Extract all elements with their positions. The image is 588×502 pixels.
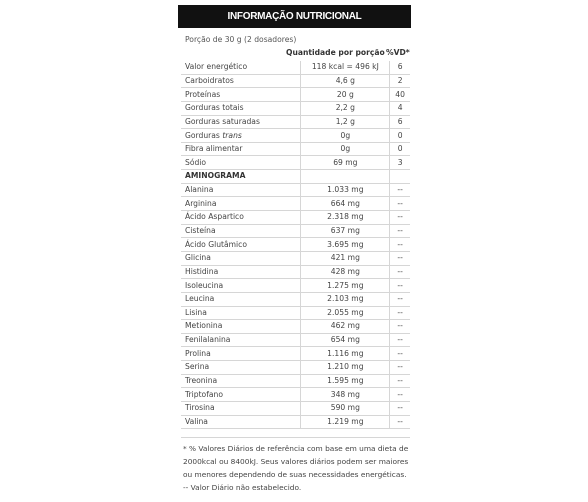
- nutrient-vd: 2: [390, 74, 410, 88]
- amino-name: Triptofano: [181, 388, 301, 402]
- aminogram-quantity-empty: [301, 170, 390, 184]
- table-row: [181, 374, 410, 388]
- nutrient-quantity: 4,6 g: [301, 74, 390, 88]
- amino-quantity: 1.210 mg: [301, 361, 390, 375]
- amino-quantity: 462 mg: [301, 320, 390, 334]
- amino-name: Serina: [181, 361, 301, 375]
- table-row: [181, 415, 410, 429]
- nutrient-quantity: 2,2 g: [301, 101, 390, 115]
- footnote-line: 2000kcal ou 8400kJ. Seus valores diários podem ser maiores: [183, 457, 409, 466]
- table-row: [181, 74, 410, 88]
- nutrient-name: Gorduras totais: [181, 101, 301, 115]
- nutrient-quantity: 69 mg: [301, 156, 390, 170]
- amino-quantity: 654 mg: [301, 333, 390, 347]
- amino-name: Ácido Glutâmico: [181, 238, 301, 252]
- nutrient-name: Carboidratos: [181, 74, 301, 88]
- amino-name: Metionina: [181, 320, 301, 334]
- amino-vd: --: [390, 279, 410, 293]
- nutrient-name: Proteínas: [181, 88, 301, 102]
- footnote-line: ou menores dependendo de suas necessidades energéticas.: [183, 470, 407, 479]
- table-row: [181, 224, 410, 238]
- amino-name: Alanina: [181, 183, 301, 197]
- table-row: [181, 361, 410, 375]
- vd-header: %VD*: [386, 48, 410, 57]
- nutrient-name: [181, 129, 301, 143]
- nutrient-name: Gorduras saturadas: [181, 115, 301, 129]
- table-row: [181, 101, 410, 115]
- amino-quantity: 664 mg: [301, 197, 390, 211]
- amino-quantity: 2.318 mg: [301, 211, 390, 225]
- table-row: [181, 142, 410, 156]
- amino-name: Leucina: [181, 292, 301, 306]
- nutrient-vd: 3: [390, 156, 410, 170]
- amino-name: Glicina: [181, 251, 301, 265]
- table-row: [181, 156, 410, 170]
- amino-name: Cisteína: [181, 224, 301, 238]
- amino-vd: --: [390, 415, 410, 429]
- nutrient-vd: 6: [390, 115, 410, 129]
- amino-vd: --: [390, 238, 410, 252]
- amino-quantity: 348 mg: [301, 388, 390, 402]
- aminogram-section-row: [181, 170, 410, 184]
- aminogram-heading: AMINOGRAMA: [181, 170, 301, 184]
- nutrient-quantity: 118 kcal = 496 kJ: [301, 61, 390, 74]
- portion-size: Porção de 30 g (2 dosadores): [185, 35, 297, 44]
- amino-vd: --: [390, 361, 410, 375]
- amino-quantity: 1.033 mg: [301, 183, 390, 197]
- table-row: [181, 265, 410, 279]
- amino-name: Prolina: [181, 347, 301, 361]
- table-row: [181, 197, 410, 211]
- amino-vd: --: [390, 388, 410, 402]
- amino-vd: --: [390, 183, 410, 197]
- amino-vd: --: [390, 211, 410, 225]
- amino-quantity: 3.695 mg: [301, 238, 390, 252]
- amino-vd: --: [390, 306, 410, 320]
- amino-vd: --: [390, 265, 410, 279]
- footnote-line: * % Valores Diários de referência com base em uma dieta de: [183, 444, 409, 453]
- table-row: [181, 306, 410, 320]
- amino-vd: --: [390, 374, 410, 388]
- table-row: [181, 183, 410, 197]
- amino-vd: --: [390, 333, 410, 347]
- nutrition-table: [181, 61, 410, 429]
- table-row: [181, 333, 410, 347]
- amino-quantity: 428 mg: [301, 265, 390, 279]
- table-row: [181, 320, 410, 334]
- amino-name: Fenilalanina: [181, 333, 301, 347]
- amino-vd: --: [390, 292, 410, 306]
- amino-vd: --: [390, 320, 410, 334]
- nutrient-quantity: 20 g: [301, 88, 390, 102]
- amino-vd: --: [390, 197, 410, 211]
- amino-vd: --: [390, 402, 410, 416]
- amino-name: Ácido Aspartico: [181, 211, 301, 225]
- table-row: [181, 347, 410, 361]
- amino-quantity: 637 mg: [301, 224, 390, 238]
- table-row: [181, 238, 410, 252]
- nutrient-quantity: 0g: [301, 129, 390, 143]
- footnote: [181, 437, 410, 494]
- table-row: [181, 115, 410, 129]
- table-row: [181, 88, 410, 102]
- nutrient-vd: 0: [390, 142, 410, 156]
- nutrient-name-italic: trans: [222, 130, 242, 140]
- nutrient-quantity: 1,2 g: [301, 115, 390, 129]
- nutrition-title: INFORMAÇÃO NUTRICIONAL: [178, 5, 411, 28]
- table-row: [181, 211, 410, 225]
- nutrition-facts-panel: [178, 5, 411, 495]
- nutrient-vd: 6: [390, 61, 410, 74]
- amino-name: Isoleucina: [181, 279, 301, 293]
- amino-name: Histidina: [181, 265, 301, 279]
- amino-name: Valina: [181, 415, 301, 429]
- amino-name: Tirosina: [181, 402, 301, 416]
- table-row: [181, 292, 410, 306]
- nutrient-name-prefix: Gorduras: [185, 130, 223, 140]
- nutrient-vd: 40: [390, 88, 410, 102]
- amino-vd: --: [390, 224, 410, 238]
- aminogram-vd-empty: [390, 170, 410, 184]
- table-row: [181, 61, 410, 74]
- nutrient-vd: 0: [390, 129, 410, 143]
- table-row: [181, 402, 410, 416]
- amino-name: Lisina: [181, 306, 301, 320]
- amino-name: Arginina: [181, 197, 301, 211]
- nutrient-name: Sódio: [181, 156, 301, 170]
- footnote-line: -- Valor Diário não estabelecido.: [183, 483, 302, 492]
- amino-quantity: 1.595 mg: [301, 374, 390, 388]
- amino-quantity: 1.116 mg: [301, 347, 390, 361]
- amino-quantity: 2.103 mg: [301, 292, 390, 306]
- table-row: [181, 251, 410, 265]
- amino-name: Treonina: [181, 374, 301, 388]
- nutrient-name: Fibra alimentar: [181, 142, 301, 156]
- amino-vd: --: [390, 251, 410, 265]
- table-row: [181, 129, 410, 143]
- amino-quantity: 2.055 mg: [301, 306, 390, 320]
- amino-quantity: 421 mg: [301, 251, 390, 265]
- amino-vd: --: [390, 347, 410, 361]
- table-row: [181, 279, 410, 293]
- nutrient-quantity: 0g: [301, 142, 390, 156]
- nutrient-name: Valor energético: [181, 61, 301, 74]
- quantity-header: Quantidade por porção: [286, 48, 385, 57]
- nutrient-vd: 4: [390, 101, 410, 115]
- amino-quantity: 1.275 mg: [301, 279, 390, 293]
- table-row: [181, 388, 410, 402]
- amino-quantity: 590 mg: [301, 402, 390, 416]
- amino-quantity: 1.219 mg: [301, 415, 390, 429]
